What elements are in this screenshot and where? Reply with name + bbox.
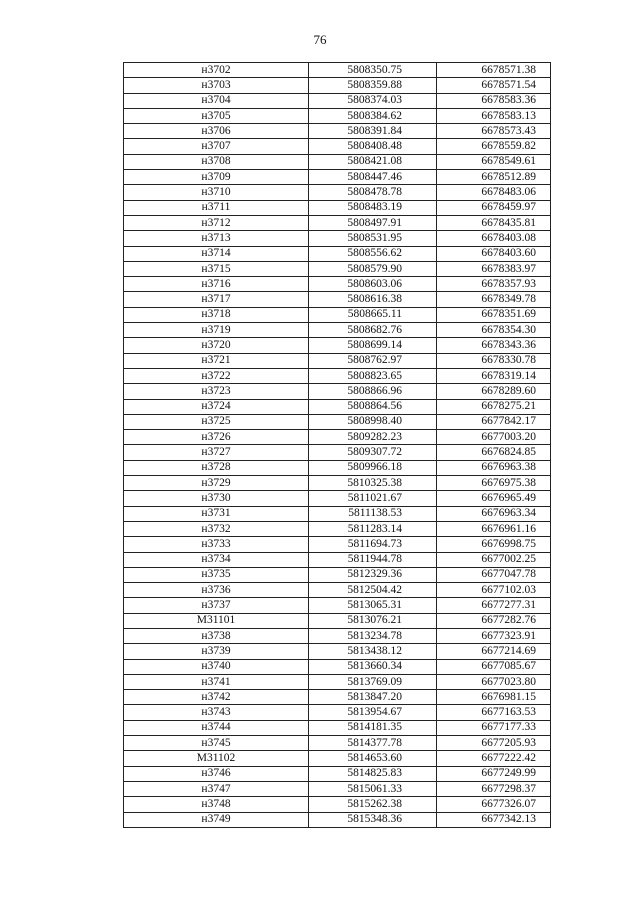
y-coordinate-cell: 6678289.60 bbox=[437, 384, 551, 399]
table-row bbox=[124, 521, 551, 536]
table-row bbox=[124, 567, 551, 582]
table-row bbox=[124, 644, 551, 659]
point-name-cell: н3717 bbox=[124, 292, 309, 307]
point-name-cell: н3703 bbox=[124, 78, 309, 93]
y-coordinate-cell: 6678403.08 bbox=[437, 231, 551, 246]
table-row bbox=[124, 108, 551, 123]
x-coordinate-cell: 5808359.88 bbox=[309, 78, 437, 93]
x-coordinate-cell: 5813234.78 bbox=[309, 628, 437, 643]
x-coordinate-cell: 5808998.40 bbox=[309, 414, 437, 429]
point-name-cell: н3702 bbox=[124, 63, 309, 78]
table-row bbox=[124, 583, 551, 598]
y-coordinate-cell: 6677003.20 bbox=[437, 430, 551, 445]
table-row bbox=[124, 430, 551, 445]
table-row bbox=[124, 338, 551, 353]
table-row bbox=[124, 766, 551, 781]
table-row bbox=[124, 78, 551, 93]
y-coordinate-cell: 6677205.93 bbox=[437, 736, 551, 751]
coordinates-table bbox=[123, 62, 551, 828]
table-row bbox=[124, 445, 551, 460]
y-coordinate-cell: 6677163.53 bbox=[437, 705, 551, 720]
point-name-cell: н3743 bbox=[124, 705, 309, 720]
table-row bbox=[124, 628, 551, 643]
y-coordinate-cell: 6677326.07 bbox=[437, 797, 551, 812]
y-coordinate-cell: 6677102.03 bbox=[437, 583, 551, 598]
y-coordinate-cell: 6678354.30 bbox=[437, 323, 551, 338]
point-name-cell: н3704 bbox=[124, 93, 309, 108]
x-coordinate-cell: 5811944.78 bbox=[309, 552, 437, 567]
x-coordinate-cell: 5808497.91 bbox=[309, 215, 437, 230]
x-coordinate-cell: 5808616.38 bbox=[309, 292, 437, 307]
point-name-cell: н3740 bbox=[124, 659, 309, 674]
point-name-cell: н3744 bbox=[124, 720, 309, 735]
y-coordinate-cell: 6676961.16 bbox=[437, 521, 551, 536]
table-row bbox=[124, 659, 551, 674]
table-row bbox=[124, 674, 551, 689]
y-coordinate-cell: 6678483.06 bbox=[437, 185, 551, 200]
coordinates-table-body bbox=[124, 63, 551, 828]
table-row bbox=[124, 185, 551, 200]
y-coordinate-cell: 6678512.89 bbox=[437, 170, 551, 185]
point-name-cell: н3722 bbox=[124, 368, 309, 383]
y-coordinate-cell: 6678583.13 bbox=[437, 108, 551, 123]
x-coordinate-cell: 5808421.08 bbox=[309, 154, 437, 169]
point-name-cell: н3707 bbox=[124, 139, 309, 154]
x-coordinate-cell: 5808408.48 bbox=[309, 139, 437, 154]
point-name-cell: н3719 bbox=[124, 323, 309, 338]
point-name-cell: н3718 bbox=[124, 307, 309, 322]
table-row bbox=[124, 506, 551, 521]
point-name-cell: н3746 bbox=[124, 766, 309, 781]
table-row bbox=[124, 705, 551, 720]
y-coordinate-cell: 6677249.99 bbox=[437, 766, 551, 781]
page-number: 76 bbox=[313, 32, 327, 47]
x-coordinate-cell: 5808762.97 bbox=[309, 353, 437, 368]
point-name-cell: н3733 bbox=[124, 537, 309, 552]
y-coordinate-cell: 6676963.38 bbox=[437, 460, 551, 475]
x-coordinate-cell: 5812329.36 bbox=[309, 567, 437, 582]
x-coordinate-cell: 5814377.78 bbox=[309, 736, 437, 751]
x-coordinate-cell: 5811694.73 bbox=[309, 537, 437, 552]
y-coordinate-cell: 6678559.82 bbox=[437, 139, 551, 154]
table-row bbox=[124, 307, 551, 322]
point-name-cell: н3735 bbox=[124, 567, 309, 582]
y-coordinate-cell: 6677282.76 bbox=[437, 613, 551, 628]
point-name-cell: н3711 bbox=[124, 200, 309, 215]
table-row bbox=[124, 215, 551, 230]
table-row bbox=[124, 399, 551, 414]
y-coordinate-cell: 6678583.36 bbox=[437, 93, 551, 108]
point-name-cell: н3749 bbox=[124, 812, 309, 827]
table-row bbox=[124, 353, 551, 368]
point-name-cell: н3729 bbox=[124, 476, 309, 491]
table-row bbox=[124, 613, 551, 628]
x-coordinate-cell: 5809307.72 bbox=[309, 445, 437, 460]
table-row bbox=[124, 460, 551, 475]
point-name-cell: н3713 bbox=[124, 231, 309, 246]
point-name-cell: н3712 bbox=[124, 215, 309, 230]
x-coordinate-cell: 5813065.31 bbox=[309, 598, 437, 613]
point-name-cell: н3725 bbox=[124, 414, 309, 429]
point-name-cell: н3706 bbox=[124, 124, 309, 139]
x-coordinate-cell: 5815348.36 bbox=[309, 812, 437, 827]
table-row bbox=[124, 797, 551, 812]
point-name-cell: н3716 bbox=[124, 277, 309, 292]
point-name-cell: н3721 bbox=[124, 353, 309, 368]
table-row bbox=[124, 812, 551, 827]
y-coordinate-cell: 6677023.80 bbox=[437, 674, 551, 689]
table-row bbox=[124, 414, 551, 429]
point-name-cell: н3709 bbox=[124, 170, 309, 185]
y-coordinate-cell: 6676963.34 bbox=[437, 506, 551, 521]
point-name-cell: н3745 bbox=[124, 736, 309, 751]
x-coordinate-cell: 5808603.06 bbox=[309, 277, 437, 292]
x-coordinate-cell: 5814825.83 bbox=[309, 766, 437, 781]
x-coordinate-cell: 5810325.38 bbox=[309, 476, 437, 491]
x-coordinate-cell: 5808682.76 bbox=[309, 323, 437, 338]
point-name-cell: н3741 bbox=[124, 674, 309, 689]
x-coordinate-cell: 5808823.65 bbox=[309, 368, 437, 383]
x-coordinate-cell: 5808374.03 bbox=[309, 93, 437, 108]
x-coordinate-cell: 5811021.67 bbox=[309, 491, 437, 506]
x-coordinate-cell: 5808384.62 bbox=[309, 108, 437, 123]
table-row bbox=[124, 384, 551, 399]
y-coordinate-cell: 6678573.43 bbox=[437, 124, 551, 139]
table-row bbox=[124, 736, 551, 751]
table-row bbox=[124, 781, 551, 796]
point-name-cell: н3732 bbox=[124, 521, 309, 536]
y-coordinate-cell: 6676824.85 bbox=[437, 445, 551, 460]
table-row bbox=[124, 277, 551, 292]
point-name-cell: н3720 bbox=[124, 338, 309, 353]
table-row bbox=[124, 231, 551, 246]
table-row bbox=[124, 154, 551, 169]
table-row bbox=[124, 246, 551, 261]
table-row bbox=[124, 537, 551, 552]
point-name-cell: н3742 bbox=[124, 690, 309, 705]
point-name-cell: н3724 bbox=[124, 399, 309, 414]
table-row bbox=[124, 63, 551, 78]
y-coordinate-cell: 6676981.15 bbox=[437, 690, 551, 705]
point-name-cell: н3705 bbox=[124, 108, 309, 123]
x-coordinate-cell: 5808699.14 bbox=[309, 338, 437, 353]
y-coordinate-cell: 6678351.69 bbox=[437, 307, 551, 322]
table-row bbox=[124, 170, 551, 185]
y-coordinate-cell: 6678459.97 bbox=[437, 200, 551, 215]
point-name-cell: М31102 bbox=[124, 751, 309, 766]
point-name-cell: н3723 bbox=[124, 384, 309, 399]
x-coordinate-cell: 5808483.19 bbox=[309, 200, 437, 215]
x-coordinate-cell: 5813769.09 bbox=[309, 674, 437, 689]
point-name-cell: н3726 bbox=[124, 430, 309, 445]
table-row bbox=[124, 93, 551, 108]
y-coordinate-cell: 6678549.61 bbox=[437, 154, 551, 169]
table-row bbox=[124, 368, 551, 383]
point-name-cell: н3710 bbox=[124, 185, 309, 200]
point-name-cell: н3738 bbox=[124, 628, 309, 643]
y-coordinate-cell: 6677002.25 bbox=[437, 552, 551, 567]
x-coordinate-cell: 5815061.33 bbox=[309, 781, 437, 796]
y-coordinate-cell: 6677222.42 bbox=[437, 751, 551, 766]
x-coordinate-cell: 5813954.67 bbox=[309, 705, 437, 720]
point-name-cell: н3715 bbox=[124, 261, 309, 276]
table-row bbox=[124, 139, 551, 154]
point-name-cell: н3739 bbox=[124, 644, 309, 659]
y-coordinate-cell: 6678383.97 bbox=[437, 261, 551, 276]
table-row bbox=[124, 124, 551, 139]
x-coordinate-cell: 5809966.18 bbox=[309, 460, 437, 475]
x-coordinate-cell: 5808478.78 bbox=[309, 185, 437, 200]
x-coordinate-cell: 5808579.90 bbox=[309, 261, 437, 276]
table-row bbox=[124, 491, 551, 506]
x-coordinate-cell: 5808350.75 bbox=[309, 63, 437, 78]
x-coordinate-cell: 5811283.14 bbox=[309, 521, 437, 536]
point-name-cell: н3736 bbox=[124, 583, 309, 598]
table-row bbox=[124, 751, 551, 766]
table-row bbox=[124, 720, 551, 735]
point-name-cell: н3734 bbox=[124, 552, 309, 567]
y-coordinate-cell: 6677085.67 bbox=[437, 659, 551, 674]
y-coordinate-cell: 6678357.93 bbox=[437, 277, 551, 292]
point-name-cell: н3708 bbox=[124, 154, 309, 169]
y-coordinate-cell: 6678403.60 bbox=[437, 246, 551, 261]
y-coordinate-cell: 6677323.91 bbox=[437, 628, 551, 643]
x-coordinate-cell: 5815262.38 bbox=[309, 797, 437, 812]
y-coordinate-cell: 6677342.13 bbox=[437, 812, 551, 827]
table-row bbox=[124, 292, 551, 307]
x-coordinate-cell: 5813438.12 bbox=[309, 644, 437, 659]
x-coordinate-cell: 5808447.46 bbox=[309, 170, 437, 185]
y-coordinate-cell: 6678435.81 bbox=[437, 215, 551, 230]
y-coordinate-cell: 6677047.78 bbox=[437, 567, 551, 582]
x-coordinate-cell: 5808391.84 bbox=[309, 124, 437, 139]
point-name-cell: н3727 bbox=[124, 445, 309, 460]
y-coordinate-cell: 6677298.37 bbox=[437, 781, 551, 796]
y-coordinate-cell: 6678319.14 bbox=[437, 368, 551, 383]
y-coordinate-cell: 6676998.75 bbox=[437, 537, 551, 552]
x-coordinate-cell: 5808556.62 bbox=[309, 246, 437, 261]
table-row bbox=[124, 690, 551, 705]
x-coordinate-cell: 5813847.20 bbox=[309, 690, 437, 705]
y-coordinate-cell: 6676975.38 bbox=[437, 476, 551, 491]
y-coordinate-cell: 6678349.78 bbox=[437, 292, 551, 307]
table-row bbox=[124, 598, 551, 613]
point-name-cell: н3728 bbox=[124, 460, 309, 475]
x-coordinate-cell: 5808866.96 bbox=[309, 384, 437, 399]
point-name-cell: н3748 bbox=[124, 797, 309, 812]
point-name-cell: н3730 bbox=[124, 491, 309, 506]
y-coordinate-cell: 6677214.69 bbox=[437, 644, 551, 659]
table-row bbox=[124, 476, 551, 491]
y-coordinate-cell: 6678571.38 bbox=[437, 63, 551, 78]
x-coordinate-cell: 5814653.60 bbox=[309, 751, 437, 766]
table-row bbox=[124, 261, 551, 276]
x-coordinate-cell: 5811138.53 bbox=[309, 506, 437, 521]
x-coordinate-cell: 5813660.34 bbox=[309, 659, 437, 674]
x-coordinate-cell: 5808531.95 bbox=[309, 231, 437, 246]
point-name-cell: н3731 bbox=[124, 506, 309, 521]
table-row bbox=[124, 200, 551, 215]
point-name-cell: н3714 bbox=[124, 246, 309, 261]
point-name-cell: М31101 bbox=[124, 613, 309, 628]
y-coordinate-cell: 6677842.17 bbox=[437, 414, 551, 429]
y-coordinate-cell: 6676965.49 bbox=[437, 491, 551, 506]
table-row bbox=[124, 323, 551, 338]
table-row bbox=[124, 552, 551, 567]
y-coordinate-cell: 6677177.33 bbox=[437, 720, 551, 735]
y-coordinate-cell: 6678571.54 bbox=[437, 78, 551, 93]
x-coordinate-cell: 5813076.21 bbox=[309, 613, 437, 628]
point-name-cell: н3747 bbox=[124, 781, 309, 796]
y-coordinate-cell: 6678275.21 bbox=[437, 399, 551, 414]
point-name-cell: н3737 bbox=[124, 598, 309, 613]
y-coordinate-cell: 6677277.31 bbox=[437, 598, 551, 613]
x-coordinate-cell: 5808665.11 bbox=[309, 307, 437, 322]
y-coordinate-cell: 6678343.36 bbox=[437, 338, 551, 353]
y-coordinate-cell: 6678330.78 bbox=[437, 353, 551, 368]
x-coordinate-cell: 5808864.56 bbox=[309, 399, 437, 414]
x-coordinate-cell: 5814181.35 bbox=[309, 720, 437, 735]
x-coordinate-cell: 5812504.42 bbox=[309, 583, 437, 598]
x-coordinate-cell: 5809282.23 bbox=[309, 430, 437, 445]
